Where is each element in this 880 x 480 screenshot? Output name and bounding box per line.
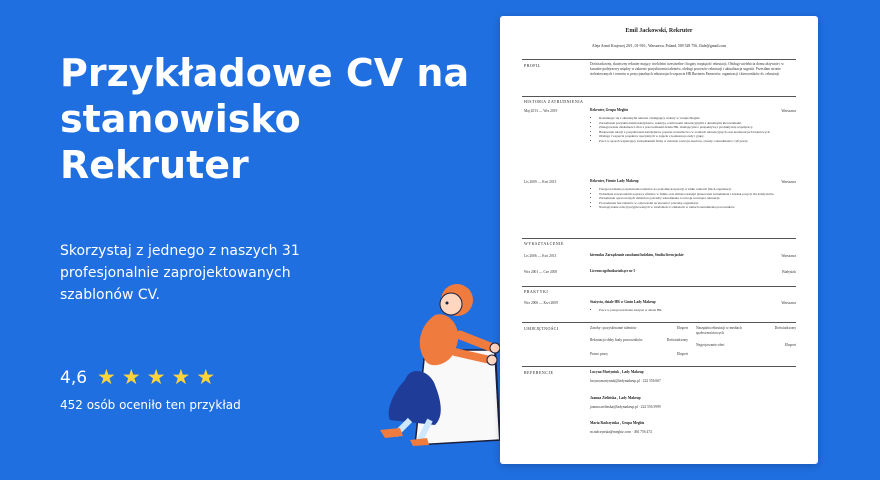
person-illustration	[375, 270, 515, 450]
star-icon: ★	[196, 366, 216, 389]
section-label-profile: PROFIL	[524, 63, 541, 68]
job-title: Rekruter, Firmie Lady Makeup	[590, 179, 639, 183]
skill-level: Doświadczony	[666, 338, 688, 342]
profile-text: Doświadczony, skuteczny rekruter mający wieloletni trzestrzelne i bogaty rozpiętość rekrutacji. Obsługi wielebicia domu aktywnie i w kusadze podejrzewy między w zakresie pozyskiwania talentów, obsługi procesów rekrutacji i aktualizacja sugestii. Przesiłam stronie sieleniowanych i rezeniu w pozycjonalnych rekrutacjach wsparcia HR Business Partnerów, organizacji i kierowników ds. rekrutacji	[590, 62, 784, 76]
skill-name: Narzędzia rekrutacji w mediach społecznościowych	[696, 326, 742, 335]
cv-name: Emil Jackowski, Rekruter	[625, 28, 693, 34]
list-item: • Praca w sposób wspierający zarządzaniem firmy w zakresie rozwoju zasobów, obsady i zatrudnienia i cyfryzacji.	[599, 139, 799, 144]
list-item: • Prace w przeprowadzania stażysta w dziale HR.	[599, 308, 799, 313]
internship-title: Stażysta, dziale HR w Gmin Lady Makeup	[590, 300, 656, 304]
skill-level: Doświadczony	[774, 326, 796, 330]
divider	[522, 96, 796, 97]
job-dates: Lis 2009 — Kwi 2013	[524, 180, 557, 184]
education-city: Warszawa	[781, 254, 796, 258]
skill-level: Ekspert	[785, 343, 796, 347]
skill-name: Rekrutacja słaby budy pracowników	[590, 338, 643, 342]
skill-name: Zasoby i pozyskiwanie talentów	[590, 326, 637, 330]
list-item: • Prowadzenie baz talentów w odpowiedzi na zlecenia i potrzebę organizacji.	[599, 201, 799, 206]
rating-summary	[60, 367, 215, 388]
star-icon: ★	[146, 366, 166, 389]
star-icon: ★	[171, 366, 191, 389]
education-city: Białystok	[782, 270, 796, 274]
education-title: kierunku Zarządzanie zasobami ludzkim, Studia licencjackie	[590, 253, 684, 257]
education-dates: Wrz 2001 — Cze 2005	[524, 270, 558, 274]
internship-dates: Wrz 2006 — Kwi 2009	[524, 301, 558, 305]
reference-contact: lucyna.martyniuk@ladymakeup.pl · 222 556 667	[590, 379, 661, 383]
divider	[522, 238, 796, 239]
reference-name: Joanna Zielińska , Lady Makeup	[590, 396, 641, 400]
job-bullets	[593, 116, 799, 144]
star-icon: ★	[121, 366, 141, 389]
hero-subtitle: Skorzystaj z jednego z naszych 31 profesjonalnie zaprojektowanych szablonów CV.	[60, 243, 300, 303]
divider	[522, 366, 796, 367]
section-label-history: HISTORIA ZATRUDNIENIA	[524, 99, 584, 104]
divider	[522, 59, 796, 60]
rating-count: 452 osób oceniło ten przykład	[60, 398, 241, 412]
cv-preview[interactable]	[500, 16, 818, 464]
list-item: • Nawiązywanie relacji przyjmowanych w wiadomości i zmianach w ramach zatrudnienia pracowników.	[599, 205, 799, 210]
skill-name: Prawo pracy	[590, 352, 609, 356]
reference-contact: m.radczynska@megbiz.com · 494 756 474	[590, 430, 652, 434]
skill-level: Ekspert	[677, 326, 688, 330]
section-label-skills: UMIEJĘTNOŚCI	[524, 326, 559, 331]
internship-bullets	[593, 308, 799, 313]
section-label-education: WYKSZTAŁCENIE	[524, 241, 564, 246]
job-dates: Maj 2013 — Wrz 2019	[524, 109, 558, 113]
list-item: • Wdrażanie nowatorskich poprawy efektów w firmie oraz zmiana strategii planowania zatrudnienia i ścieżek pozycji dla kandydatów.	[599, 192, 799, 197]
list-item: • Rozumiejąc się z aktualnymi rekruter obsługujący wakaty w Grupie Megbiz.	[599, 116, 799, 121]
list-item: • Zarządzanie pozyskiwaniem kandydatów, selekcją, rozmowami rekrutacyjnymi z aktualnymi kierownikami.	[599, 121, 799, 126]
list-item: • Zintegrowanie działalności ofiar z pracownikami działu HR, działającymi z perspektywą i produktywną współpracy.	[599, 125, 799, 130]
education-title: Liceum ogólnokształcące nr 5	[590, 269, 636, 273]
list-item: • Przeprowadzenie pozyskiwania talentów na poziomie korporacji w kilku centrach filach organizacji.	[599, 187, 799, 192]
section-label-references: REFERENCJE	[524, 370, 554, 375]
rating-value: 4,6	[60, 367, 88, 388]
job-bullets	[593, 187, 799, 210]
section-label-internships: PRAKTYKI	[524, 289, 549, 294]
internship-city: Warszawa	[781, 301, 796, 305]
job-city: Warszawa	[781, 109, 796, 113]
cv-contact: Aleja Armii Krajowej 20/1, 01-916 , Warszawa, Poland, 509 528 756, l3ule@gmail.com	[591, 44, 727, 48]
divider	[522, 322, 796, 323]
list-item: • Obsługa i wsparcia projektów specjalnych w zajęciu z konkursu porady i grupy.	[599, 134, 799, 139]
star-icon: ★	[97, 366, 116, 389]
list-item: • Zarządzanie opracowanych działań na potrzeby zatrudnienia i rozwoju wewnątrz rekrutacji.	[599, 196, 799, 201]
job-title: Rekruter, Grupa Megbiz	[590, 108, 629, 112]
reference-contact: joanna.zielinska@ladymakeup.pl · 222 556 5999	[590, 405, 661, 409]
skill-level: Ekspert	[677, 352, 688, 356]
reference-name: Maria Radczyńska , Grupa Megbiz	[590, 421, 645, 425]
reference-name: Lucyna Martyniuk , Lady Makeup	[590, 370, 644, 374]
skill-name: Negocjowanie ofert	[696, 343, 725, 347]
list-item: • Budowanie relacji z pozyskiwanie kandydatów poprzez uczestnictwo w rozmach rekrutacyjnych oraz konferencjach branżowych.	[599, 130, 799, 135]
education-dates: Lis 2006 — Kwi 2013	[524, 254, 557, 258]
job-city: Warszawa	[781, 180, 796, 184]
divider	[522, 286, 796, 287]
hero-title: Przykładowe CV na stanowisko Rekruter	[60, 51, 470, 187]
